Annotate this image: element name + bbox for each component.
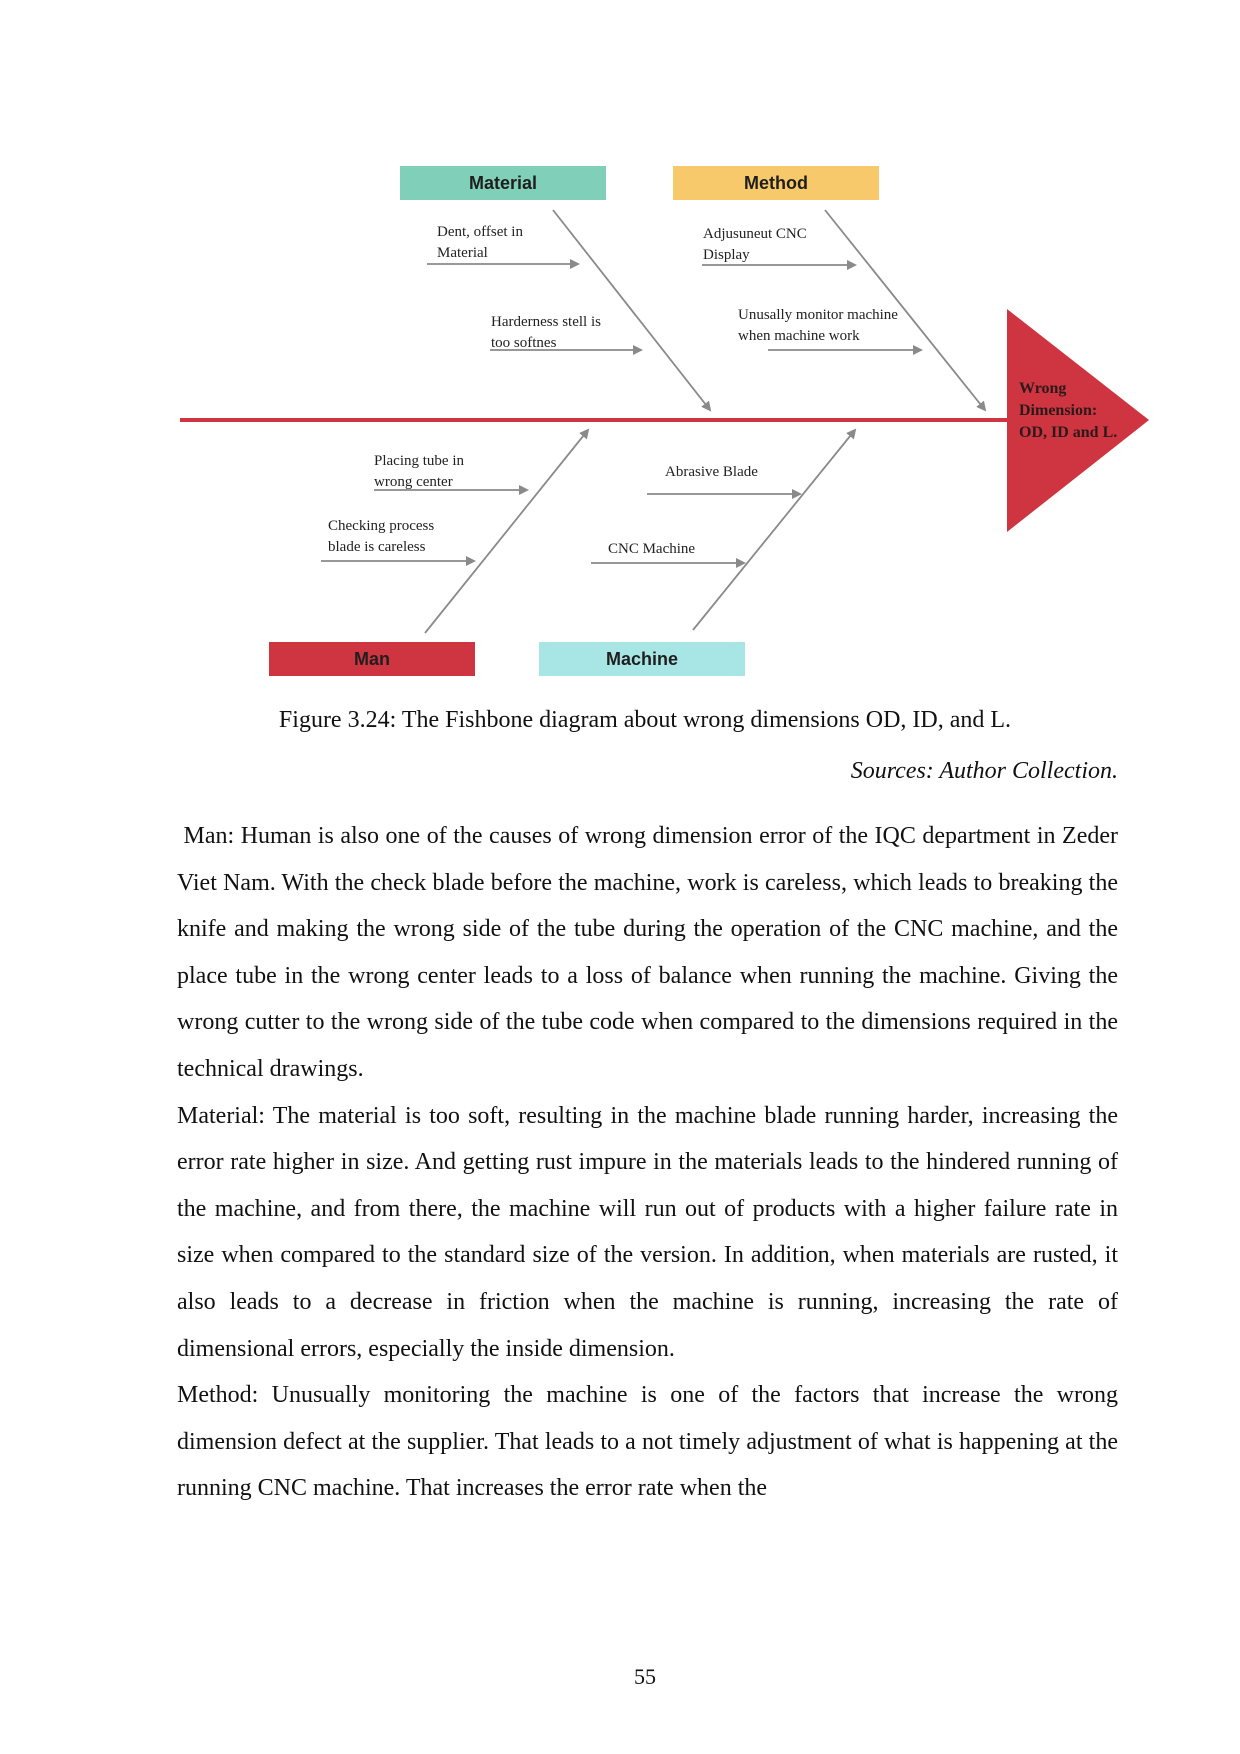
machine-bone (693, 430, 855, 630)
category-man: Man (269, 642, 475, 676)
material-cause-1 (437, 222, 523, 264)
paragraph-man: Man: Human is also one of the causes of wrong dimension error of the IQC department in Zeder Viet Nam. With the check blade before the machine, work is careless, which leads to breaking the knife and making the wrong side of the tube during the operation of the CNC machine, and the place tube in the wrong center leads to a loss of balance when running the machine. Giving the wrong cutter to the wrong side of the tube code when compared to the dimensions required in the technical drawings. (177, 823, 1124, 1082)
machine-cause-2 (608, 539, 695, 560)
method-cause-2-line-2: when machine work (738, 328, 860, 344)
method-cause-1-line-2: Display (703, 247, 750, 263)
man-cause-2 (328, 516, 434, 558)
machine-cause-1-line-1: Abrasive Blade (665, 464, 758, 480)
method-cause-1 (703, 224, 807, 266)
fishbone-diagram (0, 0, 1240, 700)
category-method: Method (673, 166, 879, 200)
body-text (177, 813, 1124, 1512)
material-cause-2-line-1: Harderness stell is (491, 314, 601, 330)
effect-label (1019, 378, 1149, 444)
man-cause-1 (374, 451, 464, 493)
material-bone (553, 210, 710, 410)
man-cause-2-line-2: blade is careless (328, 539, 426, 555)
material-cause-1-line-2: Material (437, 245, 488, 261)
category-material: Material (400, 166, 606, 200)
figure-caption: Figure 3.24: The Fishbone diagram about wrong dimensions OD, ID, and L. (278, 707, 1012, 733)
method-cause-2 (738, 305, 898, 347)
method-cause-2-line-1: Unusally monitor machine (738, 307, 898, 323)
effect-label-line-2: Dimension: (1019, 402, 1098, 419)
machine-cause-2-line-1: CNC Machine (608, 541, 696, 557)
man-cause-1-line-2: wrong center (374, 474, 453, 490)
man-cause-2-line-1: Checking process (328, 518, 435, 534)
method-cause-1-line-1: Adjusuneut CNC (703, 226, 807, 242)
machine-cause-1 (665, 462, 758, 483)
effect-label-line-3: OD, ID and L. (1019, 424, 1118, 441)
paragraph-method: Method: Unusually monitoring the machine is one of the factors that increase the wrong dimension defect at the supplier. That leads to a not timely adjustment of what is happening at the running CNC machine. That increases the error rate when the (177, 1382, 1118, 1502)
fishbone-lines (0, 0, 1240, 700)
material-cause-2-line-2: too softnes (491, 335, 557, 351)
effect-label-line-1: Wrong (1019, 380, 1067, 397)
page-number: 55 (634, 1664, 656, 1689)
material-cause-1-line-1: Dent, offset in (437, 224, 523, 240)
paragraph-material: Material: The material is too soft, resulting in the machine blade running harder, increasing the error rate higher in size. And getting rust impure in the materials leads to the hindered running of the machine, and from there, the machine will run out of products with a higher failure rate in size when compared to the standard size of the version. In addition, when materials are rusted, it also leads to a decrease in friction when the machine is running, increasing the rate of dimensional errors, especially the inside dimension. (177, 1102, 1118, 1362)
material-cause-2 (491, 312, 601, 354)
figure-source: Sources: Author Collection. (850, 758, 1118, 784)
man-cause-1-line-1: Placing tube in (374, 453, 464, 469)
category-machine: Machine (539, 642, 745, 676)
